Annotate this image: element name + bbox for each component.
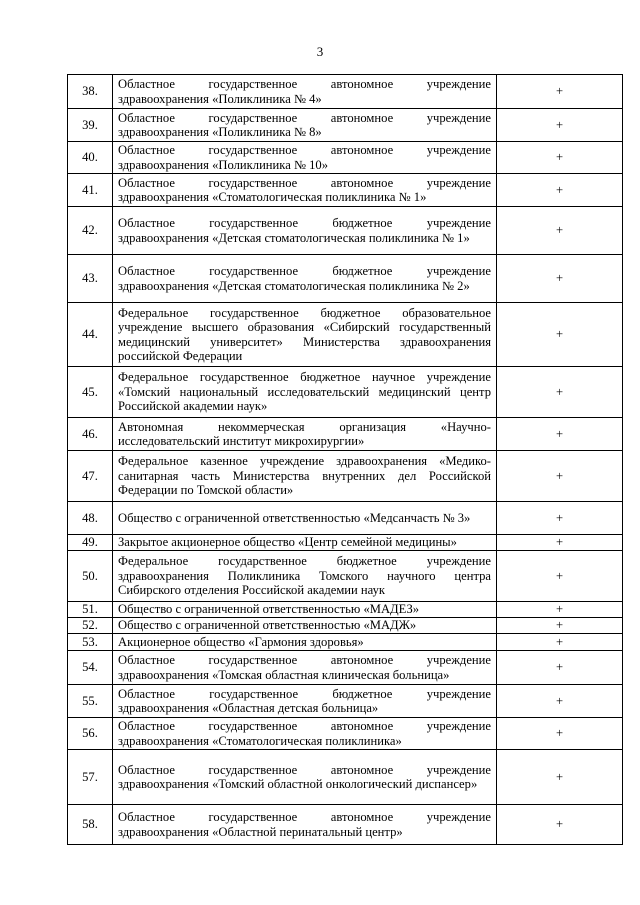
organization-name: Областное государственное бюджетное учреждение здравоохранения «Детская стоматологическая поликлиника № 1» xyxy=(113,207,497,255)
plus-mark: + xyxy=(497,303,623,367)
organization-name: Автономная некоммерческая организация «Научно-исследовательский институт микрохирургии» xyxy=(113,418,497,451)
table-row xyxy=(68,551,623,602)
organization-name: Федеральное государственное бюджетное образовательное учреждение высшего образования «Сибирский государственный медицинский университет» Министерства здравоохранения российской Федерации xyxy=(113,303,497,367)
organization-name: Закрытое акционерное общество «Центр семейной медицины» xyxy=(113,535,497,551)
table-row xyxy=(68,451,623,502)
row-number: 57. xyxy=(68,750,113,805)
table-row xyxy=(68,109,623,142)
table-row xyxy=(68,535,623,551)
row-number: 48. xyxy=(68,502,113,535)
plus-mark: + xyxy=(497,535,623,551)
plus-mark: + xyxy=(497,685,623,718)
organization-name: Общество с ограниченной ответственностью «МАДЖ» xyxy=(113,618,497,634)
table-row xyxy=(68,207,623,255)
plus-mark: + xyxy=(497,634,623,651)
organization-name: Общество с ограниченной ответственностью «Медсанчасть № 3» xyxy=(113,502,497,535)
organizations-table xyxy=(67,74,623,845)
row-number: 45. xyxy=(68,367,113,418)
plus-mark: + xyxy=(497,367,623,418)
table-row xyxy=(68,718,623,750)
plus-mark: + xyxy=(497,551,623,602)
table-row xyxy=(68,651,623,685)
table-row xyxy=(68,75,623,109)
plus-mark: + xyxy=(497,805,623,845)
organization-name: Областное государственное автономное учреждение здравоохранения «Поликлиника № 4» xyxy=(113,75,497,109)
row-number: 47. xyxy=(68,451,113,502)
organization-name: Областное государственное автономное учреждение здравоохранения «Стоматологическая поликлиника» xyxy=(113,718,497,750)
page-number: 3 xyxy=(316,44,324,59)
organization-name: Областное государственное автономное учреждение здравоохранения «Поликлиника № 8» xyxy=(113,109,497,142)
table-row xyxy=(68,805,623,845)
organization-name: Областное государственное автономное учреждение здравоохранения «Стоматологическая поликлиника № 1» xyxy=(113,174,497,207)
row-number: 51. xyxy=(68,602,113,618)
table-row xyxy=(68,750,623,805)
organization-name: Областное государственное автономное учреждение здравоохранения «Томский областной онкологический диспансер» xyxy=(113,750,497,805)
organization-name: Федеральное казенное учреждение здравоохранения «Медико-санитарная часть Министерства внутренних дел Российской Федерации по Томской области» xyxy=(113,451,497,502)
organization-name: Областное государственное бюджетное учреждение здравоохранения «Областная детская больница» xyxy=(113,685,497,718)
plus-mark: + xyxy=(497,75,623,109)
organization-name: Областное государственное автономное учреждение здравоохранения «Томская областная клиническая больница» xyxy=(113,651,497,685)
table-row xyxy=(68,502,623,535)
row-number: 40. xyxy=(68,142,113,174)
table-row xyxy=(68,634,623,651)
row-number: 38. xyxy=(68,75,113,109)
plus-mark: + xyxy=(497,142,623,174)
plus-mark: + xyxy=(497,651,623,685)
row-number: 49. xyxy=(68,535,113,551)
table-row xyxy=(68,142,623,174)
row-number: 41. xyxy=(68,174,113,207)
plus-mark: + xyxy=(497,255,623,303)
row-number: 55. xyxy=(68,685,113,718)
row-number: 54. xyxy=(68,651,113,685)
table-row xyxy=(68,174,623,207)
row-number: 39. xyxy=(68,109,113,142)
plus-mark: + xyxy=(497,618,623,634)
row-number: 44. xyxy=(68,303,113,367)
row-number: 53. xyxy=(68,634,113,651)
row-number: 50. xyxy=(68,551,113,602)
organization-name: Областное государственное автономное учреждение здравоохранения «Поликлиника № 10» xyxy=(113,142,497,174)
plus-mark: + xyxy=(497,451,623,502)
row-number: 43. xyxy=(68,255,113,303)
plus-mark: + xyxy=(497,750,623,805)
row-number: 42. xyxy=(68,207,113,255)
plus-mark: + xyxy=(497,207,623,255)
plus-mark: + xyxy=(497,718,623,750)
row-number: 56. xyxy=(68,718,113,750)
plus-mark: + xyxy=(497,502,623,535)
organization-name: Акционерное общество «Гармония здоровья» xyxy=(113,634,497,651)
organization-name: Федеральное государственное бюджетное учреждение здравоохранения Поликлиника Томского научного центра Сибирского отделения Российской академии наук xyxy=(113,551,497,602)
table-row xyxy=(68,303,623,367)
organization-name: Общество с ограниченной ответственностью «МАДЕЗ» xyxy=(113,602,497,618)
plus-mark: + xyxy=(497,174,623,207)
organization-name: Областное государственное бюджетное учреждение здравоохранения «Детская стоматологическая поликлиника № 2» xyxy=(113,255,497,303)
row-number: 46. xyxy=(68,418,113,451)
table-row xyxy=(68,602,623,618)
row-number: 52. xyxy=(68,618,113,634)
plus-mark: + xyxy=(497,109,623,142)
plus-mark: + xyxy=(497,418,623,451)
row-number: 58. xyxy=(68,805,113,845)
table-row xyxy=(68,255,623,303)
table-row xyxy=(68,418,623,451)
organization-name: Областное государственное автономное учреждение здравоохранения «Областной перинатальный центр» xyxy=(113,805,497,845)
plus-mark: + xyxy=(497,602,623,618)
organization-name: Федеральное государственное бюджетное научное учреждение «Томский национальный исследовательский медицинский центр Российской академии наук» xyxy=(113,367,497,418)
table-row xyxy=(68,685,623,718)
table-row xyxy=(68,367,623,418)
table-row xyxy=(68,618,623,634)
